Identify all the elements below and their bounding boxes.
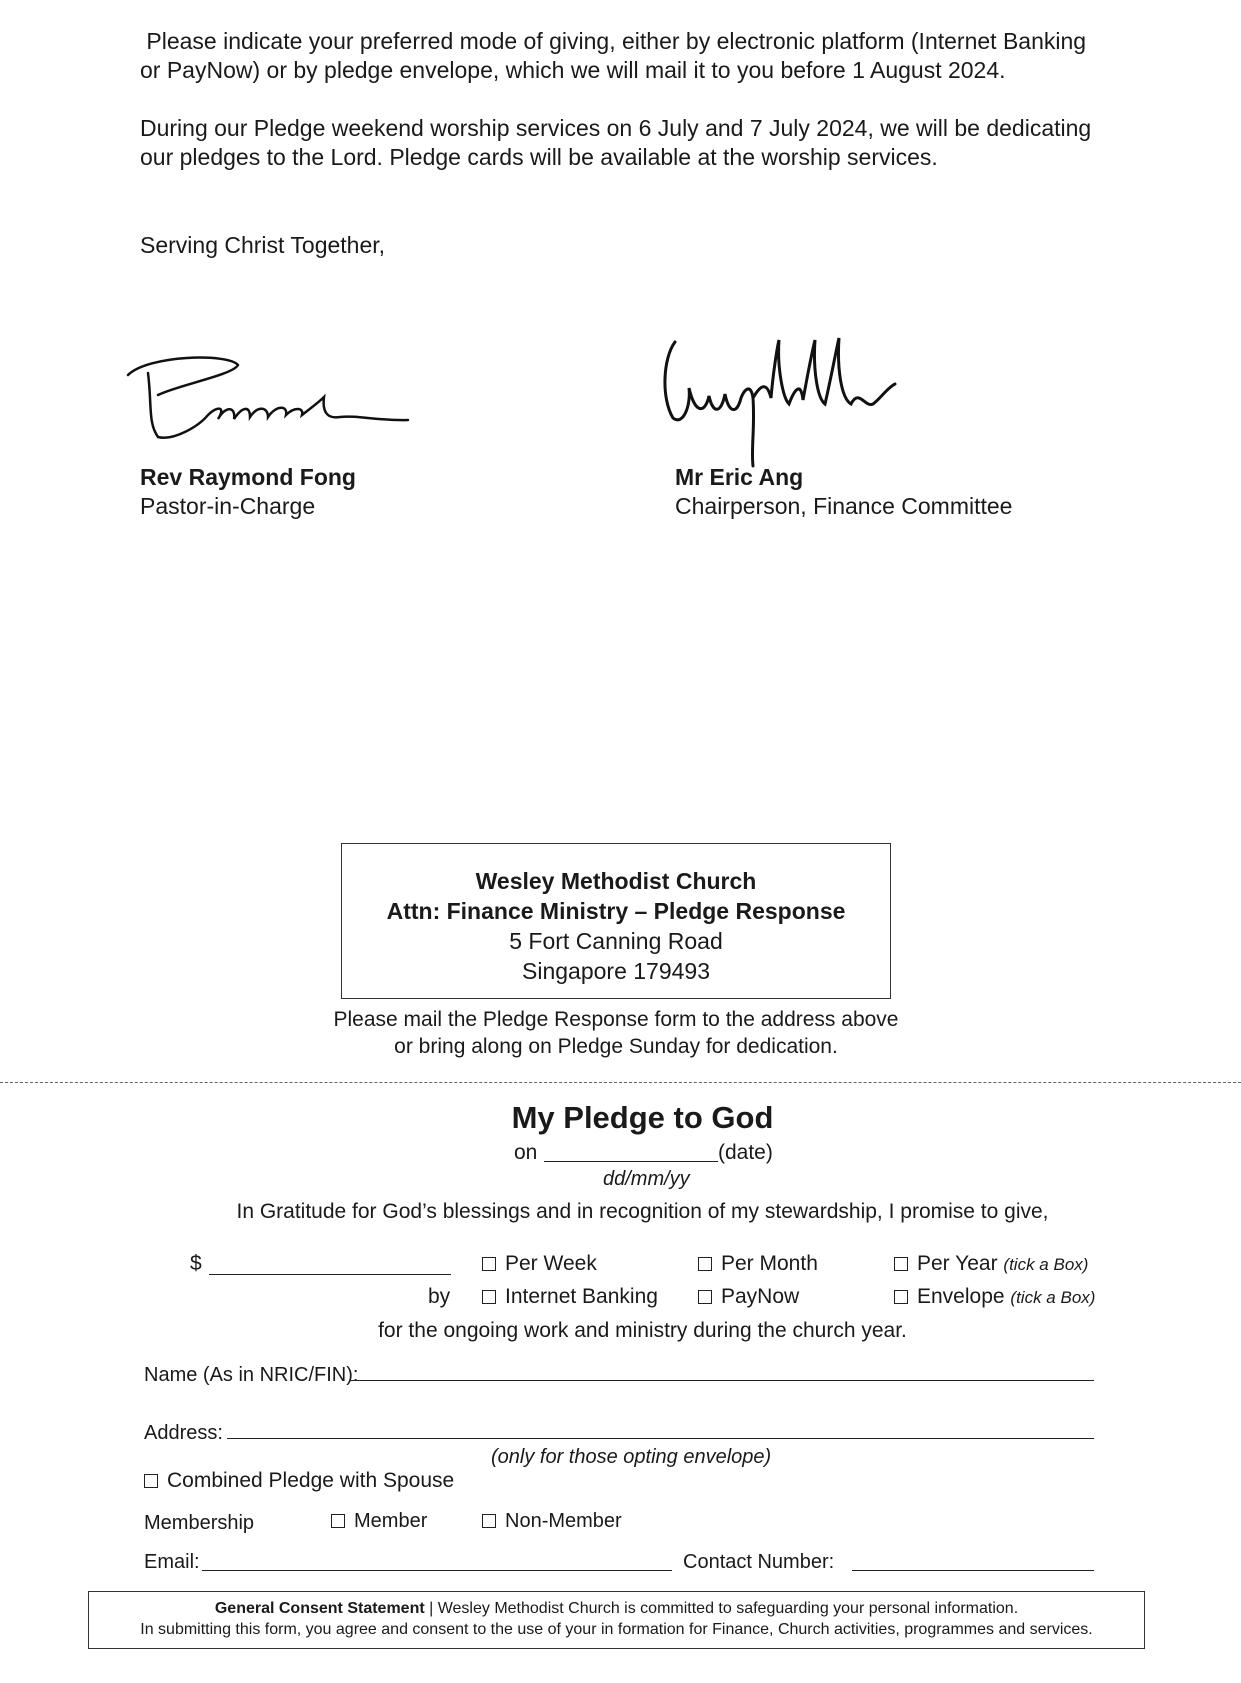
on-label: on [514,1141,538,1164]
consent-line1-rest: | Wesley Methodist Church is committed to safeguarding your personal information. [424,1600,1019,1617]
mail-instructions [300,1006,932,1060]
consent-statement-box [88,1591,1145,1649]
currency-symbol: $ [190,1252,202,1275]
intro-para1-line2: or PayNow) or by pledge envelope, which we will mail it to you before 1 August 2024. [140,57,1006,83]
checkbox-icon[interactable] [698,1290,712,1304]
option-per-year[interactable] [894,1252,1088,1276]
option-non-member[interactable] [482,1510,622,1533]
address-line-2: Attn: Finance Ministry – Pledge Response [386,898,846,924]
checkbox-icon[interactable] [482,1290,496,1304]
date-format-hint: dd/mm/yy [603,1168,690,1190]
signature-raymond-fong [118,345,418,450]
intro-paragraph-1 [140,27,1086,85]
option-label: PayNow [721,1285,800,1308]
option-member[interactable] [331,1510,427,1533]
email-label: Email: [144,1551,200,1573]
tick-hint: (tick a Box) [1010,1288,1096,1307]
option-label: Per Year [917,1252,998,1275]
gratitude-statement: In Gratitude for God’s blessings and in recognition of my stewardship, I promise to give, [236,1200,1049,1223]
option-per-week[interactable] [482,1252,597,1276]
option-envelope[interactable] [894,1285,1095,1309]
mail-note-line2: or bring along on Pledge Sunday for dedication. [394,1035,838,1058]
address-line-3: 5 Fort Canning Road [509,928,723,954]
membership-label: Membership [144,1512,255,1534]
option-label: Per Week [505,1252,597,1275]
signature-eric-ang [655,318,935,478]
consent-line-1 [89,1598,1144,1619]
checkbox-icon[interactable] [331,1514,345,1528]
intro-paragraph-2 [140,114,1091,172]
date-label: (date) [718,1141,773,1164]
name-field[interactable] [350,1380,1094,1381]
signatory-name: Rev Raymond Fong [140,464,356,490]
address-field[interactable] [227,1438,1094,1439]
mailing-address-box [341,843,891,999]
address-label: Address: [144,1422,223,1444]
checkbox-icon[interactable] [894,1257,908,1271]
option-label: Envelope [917,1285,1005,1308]
option-internet-banking[interactable] [482,1285,658,1309]
checkbox-icon[interactable] [482,1257,496,1271]
checkbox-icon[interactable] [698,1257,712,1271]
option-per-month[interactable] [698,1252,818,1276]
cut-line [0,1082,1241,1083]
option-label: Non-Member [505,1510,622,1532]
email-field[interactable] [202,1570,672,1571]
checkbox-icon[interactable] [482,1514,496,1528]
closing-text: Serving Christ Together, [140,232,386,258]
intro-para1-line1: Please indicate your preferred mode of giving, either by electronic platform (Internet Banking [140,28,1087,54]
consent-heading: General Consent Statement [214,1600,425,1617]
signatory-left [140,464,356,520]
signatory-role: Pastor-in-Charge [140,493,316,519]
address-line-4: Singapore 179493 [522,958,710,984]
address-line-1: Wesley Methodist Church [475,868,757,894]
pledge-title: My Pledge to God [511,1100,774,1135]
checkbox-icon[interactable] [144,1474,158,1488]
contact-number-field[interactable] [852,1570,1094,1571]
tick-hint: (tick a Box) [1003,1255,1089,1274]
purpose-statement: for the ongoing work and ministry during the church year. [378,1319,907,1342]
option-label: Combined Pledge with Spouse [167,1469,455,1492]
signatory-role: Chairperson, Finance Committee [675,493,1013,519]
option-label: Internet Banking [505,1285,658,1308]
option-label: Member [354,1510,428,1532]
signatory-name: Mr Eric Ang [675,464,804,490]
pledge-amount-field[interactable] [209,1274,451,1275]
checkbox-icon[interactable] [894,1290,908,1304]
by-label: by [428,1285,451,1308]
name-label: Name (As in NRIC/FIN): [144,1364,359,1386]
option-paynow[interactable] [698,1285,799,1309]
pledge-date-field[interactable] [544,1161,718,1162]
consent-line-2: In submitting this form, you agree and consent to the use of your in formation for Finance, Church activities, programmes and services. [140,1621,1093,1638]
address-hint: (only for those opting envelope) [491,1446,772,1468]
intro-para2-line2: our pledges to the Lord. Pledge cards will be available at the worship services. [140,144,938,170]
signatory-right [675,464,1012,520]
intro-para2-line1: During our Pledge weekend worship services on 6 July and 7 July 2024, we will be dedicating [140,115,1092,141]
contact-label: Contact Number: [683,1551,835,1573]
option-combined-pledge[interactable] [144,1469,454,1493]
option-label: Per Month [721,1252,818,1275]
mail-note-line1: Please mail the Pledge Response form to the address above [333,1008,899,1031]
